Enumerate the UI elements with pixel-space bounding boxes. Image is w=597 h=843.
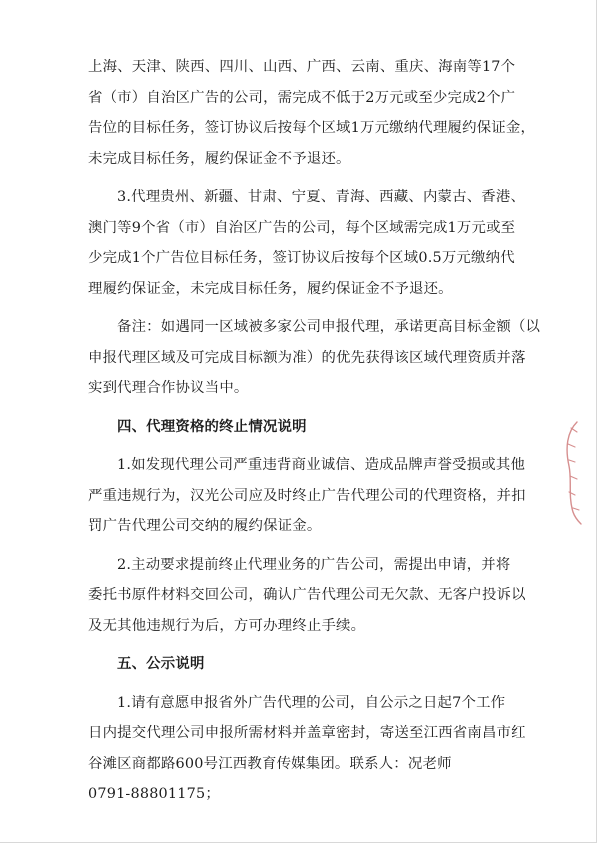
text-line: 少完成1个广告位目标任务，签订协议后按每个区域0.5万元缴纳代: [88, 250, 515, 266]
text-line: 澳门等9个省（市）自治区广告的公司，每个区域需完成1万元或至: [88, 219, 516, 236]
section-heading: 五、公示说明: [117, 655, 205, 672]
text-line: 1.请有意愿申报省外广告代理的公司，自公示之日起7个工作: [117, 694, 506, 711]
text-line: 上海、天津、陕西、四川、山西、广西、云南、重庆、海南等17个: [88, 59, 516, 75]
text-line: 省（市）自治区广告的公司，需完成不低于2万元或至少完成2个广: [88, 89, 516, 106]
text-line: 及无其他违规行为后，方可办理终止手续。: [88, 617, 366, 634]
text-line: 谷滩区商都路600号江西教育传媒集团。联系人：况老师: [88, 755, 452, 772]
text-line: 1.如发现代理公司严重违背商业诚信、造成品牌声誉受损或其他: [117, 457, 526, 473]
text-line: 申报代理区域及可完成目标额为准）的优先获得该区域代理资质并落: [88, 349, 526, 366]
text-line: 告位的目标任务，签订协议后按每个区域1万元缴纳代理履约保证金，: [88, 120, 536, 136]
text-line: 2.主动要求提前终止代理业务的广告公司，需提出申请，并将: [117, 556, 511, 573]
text-line: 未完成目标任务，履约保证金不予退还。: [88, 150, 351, 167]
text-line: 实到代理合作协议当中。: [88, 380, 249, 396]
text-line: 委托书原件材料交回公司，确认广告代理公司无欠款、无客户投诉以: [88, 587, 526, 603]
text-line: 日内提交代理公司申报所需材料并盖章密封，寄送至江西省南昌市红: [88, 725, 526, 741]
text-line: 备注：如遇同一区域被多家公司申报代理，承诺更高目标金额（以: [117, 319, 541, 335]
text-line: 3.代理贵州、新疆、甘肃、宁夏、青海、西藏、内蒙古、香港、: [117, 189, 526, 205]
text-line: 理履约保证金，未完成目标任务，履约保证金不予退还。: [88, 280, 453, 297]
text-line: 严重违规行为，汉光公司应及时终止广告代理公司的代理资格，并扣: [88, 487, 526, 504]
text-line: 0791-88801175；: [88, 786, 220, 802]
seal-mark: [557, 418, 587, 528]
section-heading: 四、代理资格的终止情况说明: [117, 417, 307, 435]
partial-seal-stamp: [557, 418, 587, 528]
document-body: [88, 52, 541, 810]
text-line: 罚广告代理公司交纳的履约保证金。: [88, 518, 322, 534]
